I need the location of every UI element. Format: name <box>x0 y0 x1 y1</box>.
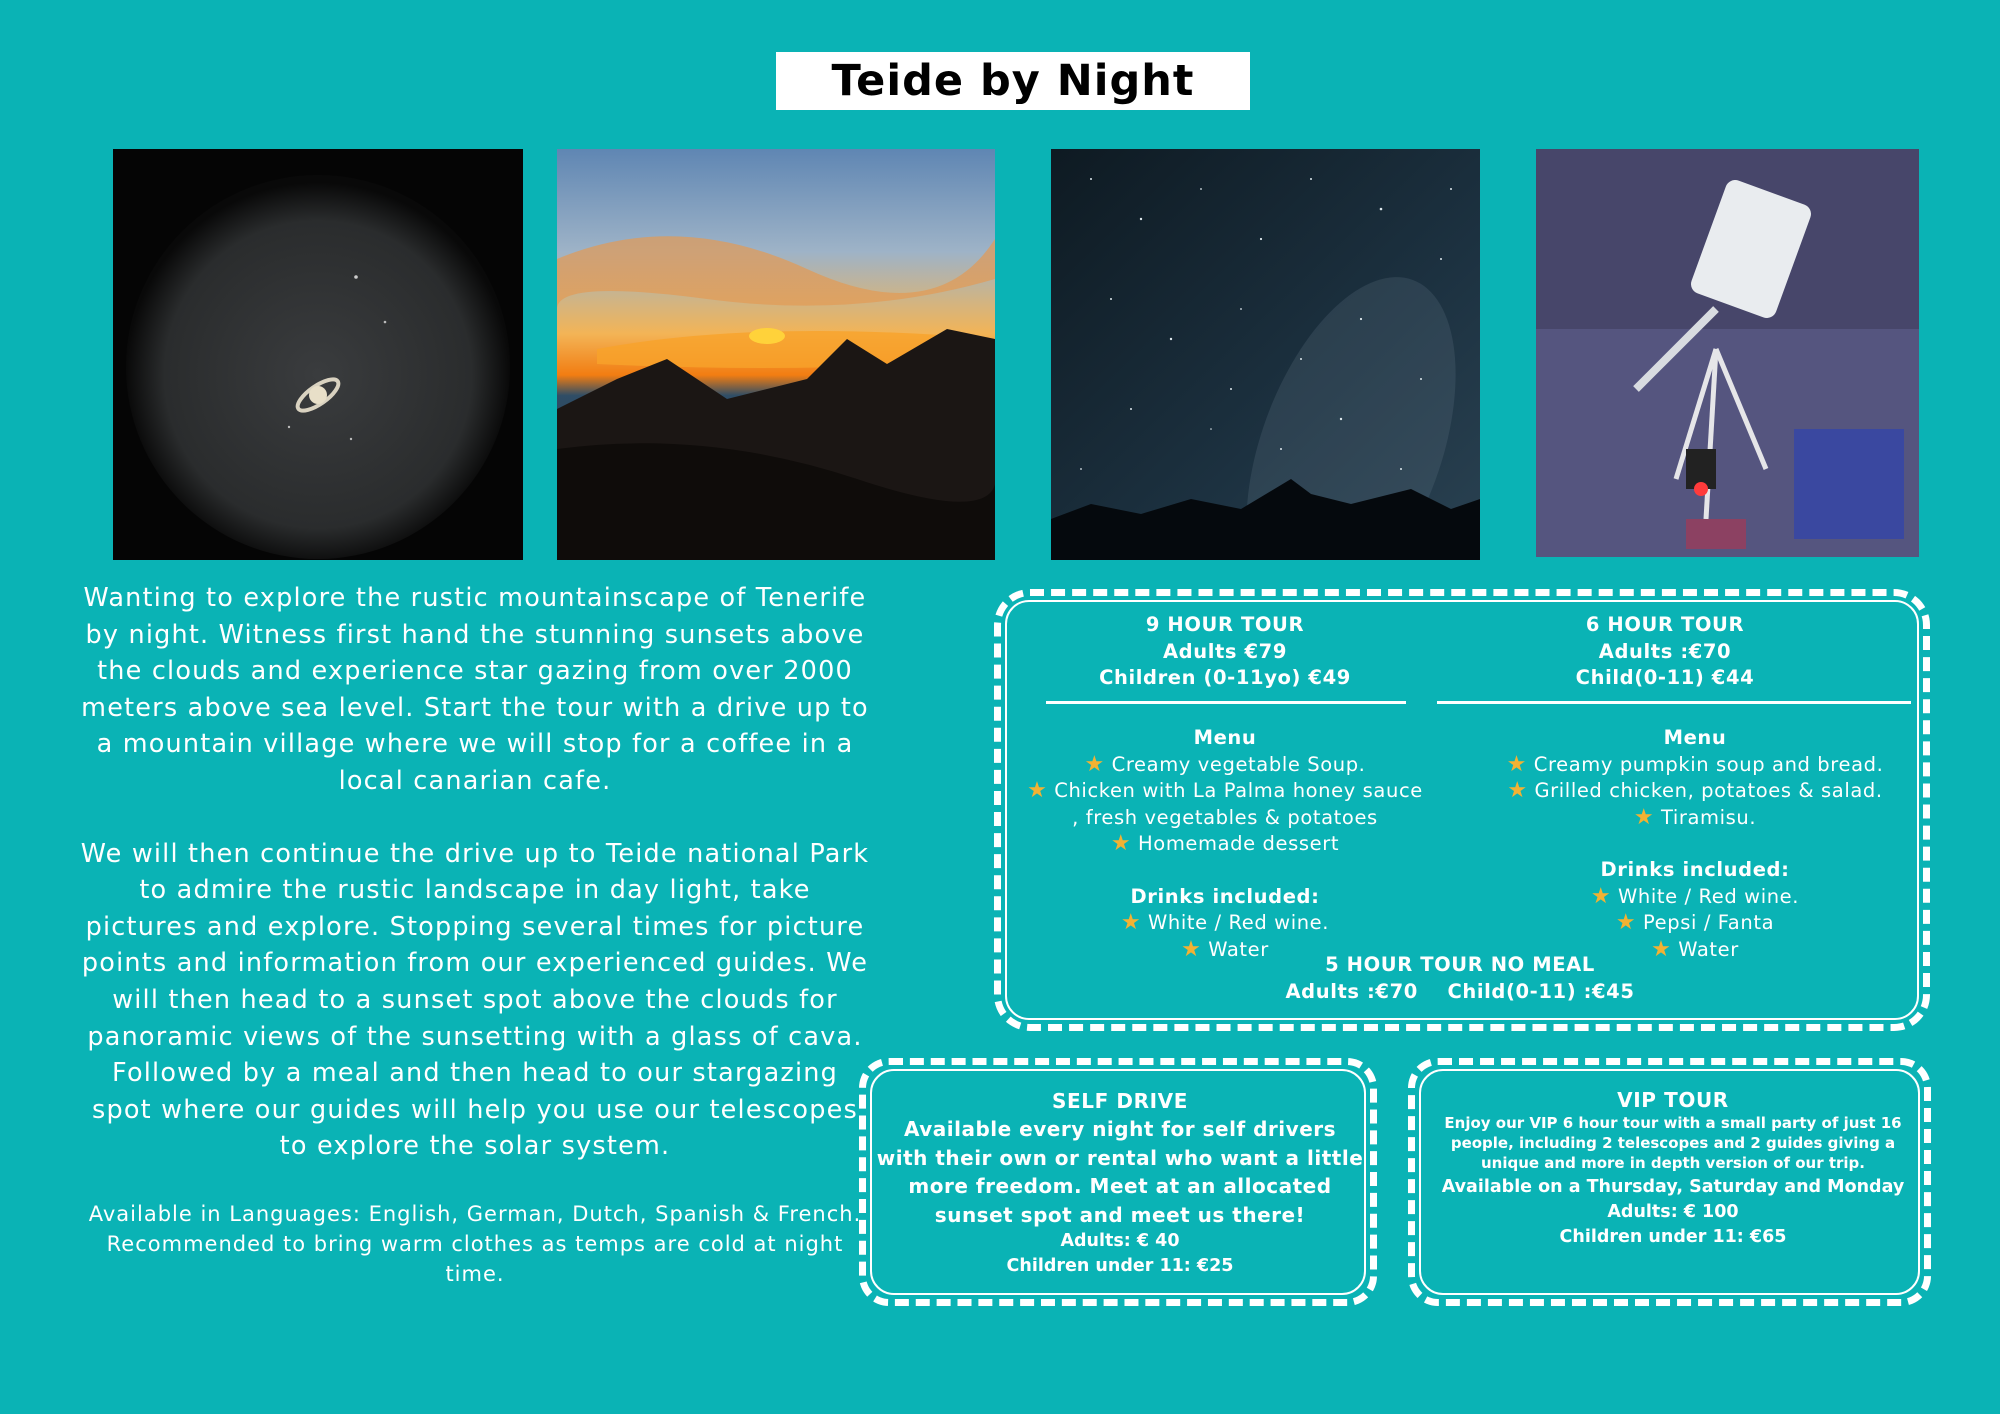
menu-item: Homemade dessert <box>1138 832 1340 855</box>
star-icon: ★ <box>1084 751 1105 777</box>
divider-6 <box>1437 701 1911 704</box>
intro-text <box>80 580 870 1289</box>
tour-9-title: 9 HOUR TOUR <box>1145 613 1305 636</box>
drink-item: Water <box>1678 937 1739 961</box>
star-icon: ★ <box>1507 778 1528 803</box>
drink-item: White / Red wine. <box>1148 911 1330 934</box>
self-drive-children: Children under 11: €25 <box>1006 1256 1234 1276</box>
tour-9-hour <box>1010 612 1440 692</box>
star-icon: ★ <box>1506 751 1527 777</box>
drink-item: Water <box>1208 937 1269 961</box>
tour-9-menu-label: Menu <box>1193 726 1257 749</box>
tour-6-adults: Adults :€70 <box>1598 639 1732 663</box>
tour-6-menu-label: Menu <box>1663 726 1727 749</box>
star-icon: ★ <box>1590 883 1612 909</box>
self-drive-card <box>875 1088 1365 1279</box>
drink-item: White / Red wine. <box>1618 884 1800 908</box>
tour-9-children: Children (0-11yo) €49 <box>1099 666 1351 689</box>
self-drive-title: SELF DRIVE <box>1051 1089 1189 1113</box>
tour-6-hour <box>1445 612 1885 692</box>
intro-paragraph-2: We will then continue the drive up to Teide national Park to admire the rustic landscape in day light, take pictures and explore. Stopping several times for picture points and information from our experienced guides. We will then head to a sunset spot above the clouds for panoramic views of the sunsetting with a glass of cava. Followed by a meal and then head to our stargazing spot where our guides will help you use our telescopes to explore the solar system. <box>80 838 870 1162</box>
menu-item: , fresh vegetables & potatoes <box>1072 805 1378 829</box>
divider-9 <box>1046 701 1406 704</box>
vip-card <box>1440 1088 1906 1250</box>
menu-item: Tiramisu. <box>1660 805 1757 829</box>
sunset-photo <box>557 149 995 560</box>
menu-item: Grilled chicken, potatoes & salad. <box>1534 779 1883 802</box>
menu-item: Creamy pumpkin soup and bread. <box>1533 752 1884 776</box>
vip-desc: Enjoy our VIP 6 hour tour with a small party of just 16 people, including 2 telescopes and 2 guides giving a unique and more in depth version of our trip. <box>1444 1114 1902 1172</box>
star-icon: ★ <box>1120 910 1142 935</box>
self-drive-desc: Available every night for self drivers with their own or rental who want a little more freedom. Meet at an allocated sunset spot and meet us there! <box>876 1117 1364 1227</box>
tour-6-drinks-label: Drinks included: <box>1600 858 1790 881</box>
tour-9-drinks-label: Drinks included: <box>1130 884 1320 908</box>
menu-item: Chicken with La Palma honey sauce <box>1054 779 1423 802</box>
milky-way-photo <box>1051 149 1480 560</box>
telescope-photo <box>1536 149 1919 557</box>
tour-9-menu <box>1010 725 1440 963</box>
vip-availability: Available on a Thursday, Saturday and Monday <box>1441 1177 1905 1197</box>
tour-5-title: 5 HOUR TOUR NO MEAL <box>1325 953 1595 976</box>
drink-item: Pepsi / Fanta <box>1643 911 1775 934</box>
tour-9-adults: Adults €79 <box>1162 639 1288 663</box>
vip-children: Children under 11: €65 <box>1559 1227 1787 1247</box>
self-drive-adults: Adults: € 40 <box>1060 1231 1180 1251</box>
star-icon: ★ <box>1110 831 1132 856</box>
saturn-photo <box>113 149 523 560</box>
tour-5-hour <box>1190 951 1730 1005</box>
star-icon: ★ <box>1181 936 1202 962</box>
menu-item: Creamy vegetable Soup. <box>1111 752 1366 776</box>
tour-6-title: 6 HOUR TOUR <box>1585 613 1745 636</box>
tour-5-prices: Adults :€70 Child(0-11) :€45 <box>1285 980 1635 1003</box>
page-title: Teide by Night <box>776 52 1250 110</box>
tour-6-menu <box>1475 725 1915 963</box>
tour-6-children: Child(0-11) €44 <box>1575 666 1755 689</box>
languages-note: Available in Languages: English, German, Dutch, Spanish & French. Recommended to bring warm clothes as temps are cold at night time. <box>88 1201 862 1286</box>
star-icon: ★ <box>1027 778 1048 803</box>
intro-paragraph-1: Wanting to explore the rustic mountainscape of Tenerife by night. Witness first hand the stunning sunsets above the clouds and experience star gazing from over 2000 meters above sea level. Start the tour with a drive up to a mountain village where we will stop for a coffee in a local canarian cafe. <box>81 583 869 796</box>
vip-adults: Adults: € 100 <box>1607 1202 1739 1222</box>
vip-title: VIP TOUR <box>1617 1088 1729 1112</box>
star-icon: ★ <box>1651 936 1672 962</box>
star-icon: ★ <box>1615 910 1637 935</box>
star-icon: ★ <box>1633 804 1655 830</box>
